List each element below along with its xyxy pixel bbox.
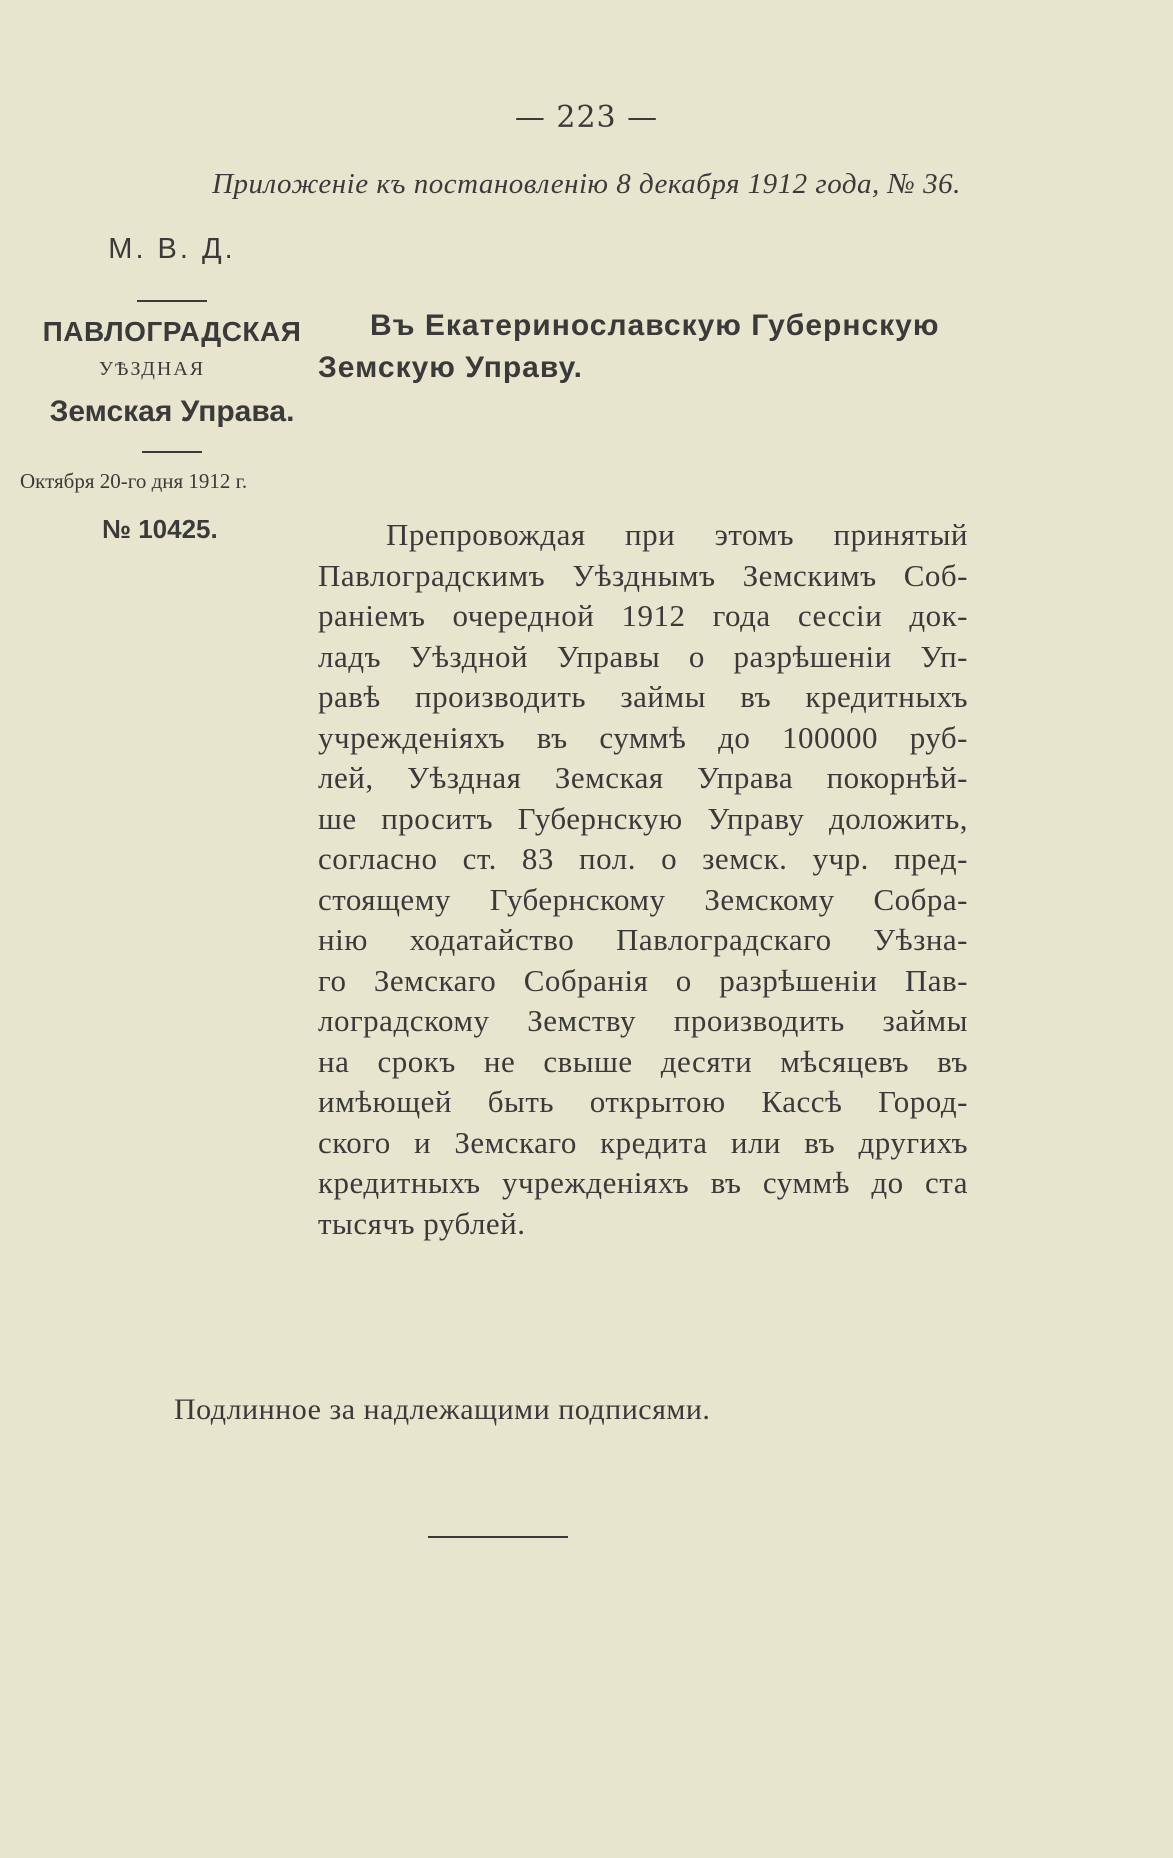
body-line: имѣющей быть открытою Кассѣ Город- (318, 1084, 968, 1119)
appendix-note: Приложеніе къ постановленію 8 декабря 1912 года, № 36. (212, 168, 961, 200)
ministry-abbrev: М. В. Д. (108, 233, 236, 265)
registration-number: № 10425. (102, 513, 218, 544)
body-line: Павлоградскимъ Уѣзднымъ Земскимъ Соб- (318, 557, 968, 593)
sender-block (22, 225, 322, 545)
org-name-line1: ПАВЛОГРАДСКАЯ (42, 316, 302, 347)
addressee (318, 305, 968, 389)
body-line: тысячъ рублей. (318, 1205, 526, 1241)
divider (142, 451, 202, 453)
body-line: ского и Земскаго кредита или въ другихъ (318, 1124, 968, 1160)
body-line: нію ходатайство Павлоградскаго Уѣзна- (318, 922, 968, 957)
body-line: лей, Уѣздная Земская Управа покорнѣй- (318, 760, 968, 795)
signature-note: Подлинное за надлежащими подписями. (174, 1393, 711, 1426)
divider (137, 300, 207, 302)
body-line: стоящему Губернскому Земскому Собра- (318, 881, 968, 917)
body-line: учрежденіяхъ въ суммѣ до 100000 руб- (318, 719, 968, 755)
letter-body (318, 515, 968, 1244)
body-line: раніемъ очередной 1912 года сессіи док- (318, 598, 968, 633)
end-rule (428, 1536, 568, 1538)
body-line: согласно ст. 83 пол. о земск. учр. пред- (318, 841, 968, 876)
org-name-line2: УѢЗДНАЯ (98, 358, 206, 380)
body-line: кредитныхъ учрежденіяхъ въ суммѣ до ста (318, 1165, 968, 1200)
body-line: на срокъ не свыше десяти мѣсяцевъ въ (318, 1043, 968, 1079)
body-line: Препровождая при этомъ принятый (386, 517, 968, 552)
body-line: ше проситъ Губернскую Управу доложить, (318, 800, 968, 836)
page-number: — 223 — (514, 100, 659, 135)
body-line: лоградскому Земству производить займы (318, 1003, 968, 1038)
addressee-line2: Земскую Управу. (318, 351, 583, 384)
letter-date: Октября 20-го дня 1912 г. (20, 468, 248, 493)
body-line: го Земскаго Собранія о разрѣшеніи Пав- (318, 962, 968, 998)
body-line: ладъ Уѣздной Управы о разрѣшеніи Уп- (318, 638, 968, 674)
org-name-line3: Земская Управа. (49, 395, 295, 428)
addressee-line1: Въ Екатеринославскую Губернскую (370, 309, 940, 342)
body-line: равѣ производить займы въ кредитныхъ (318, 679, 968, 714)
